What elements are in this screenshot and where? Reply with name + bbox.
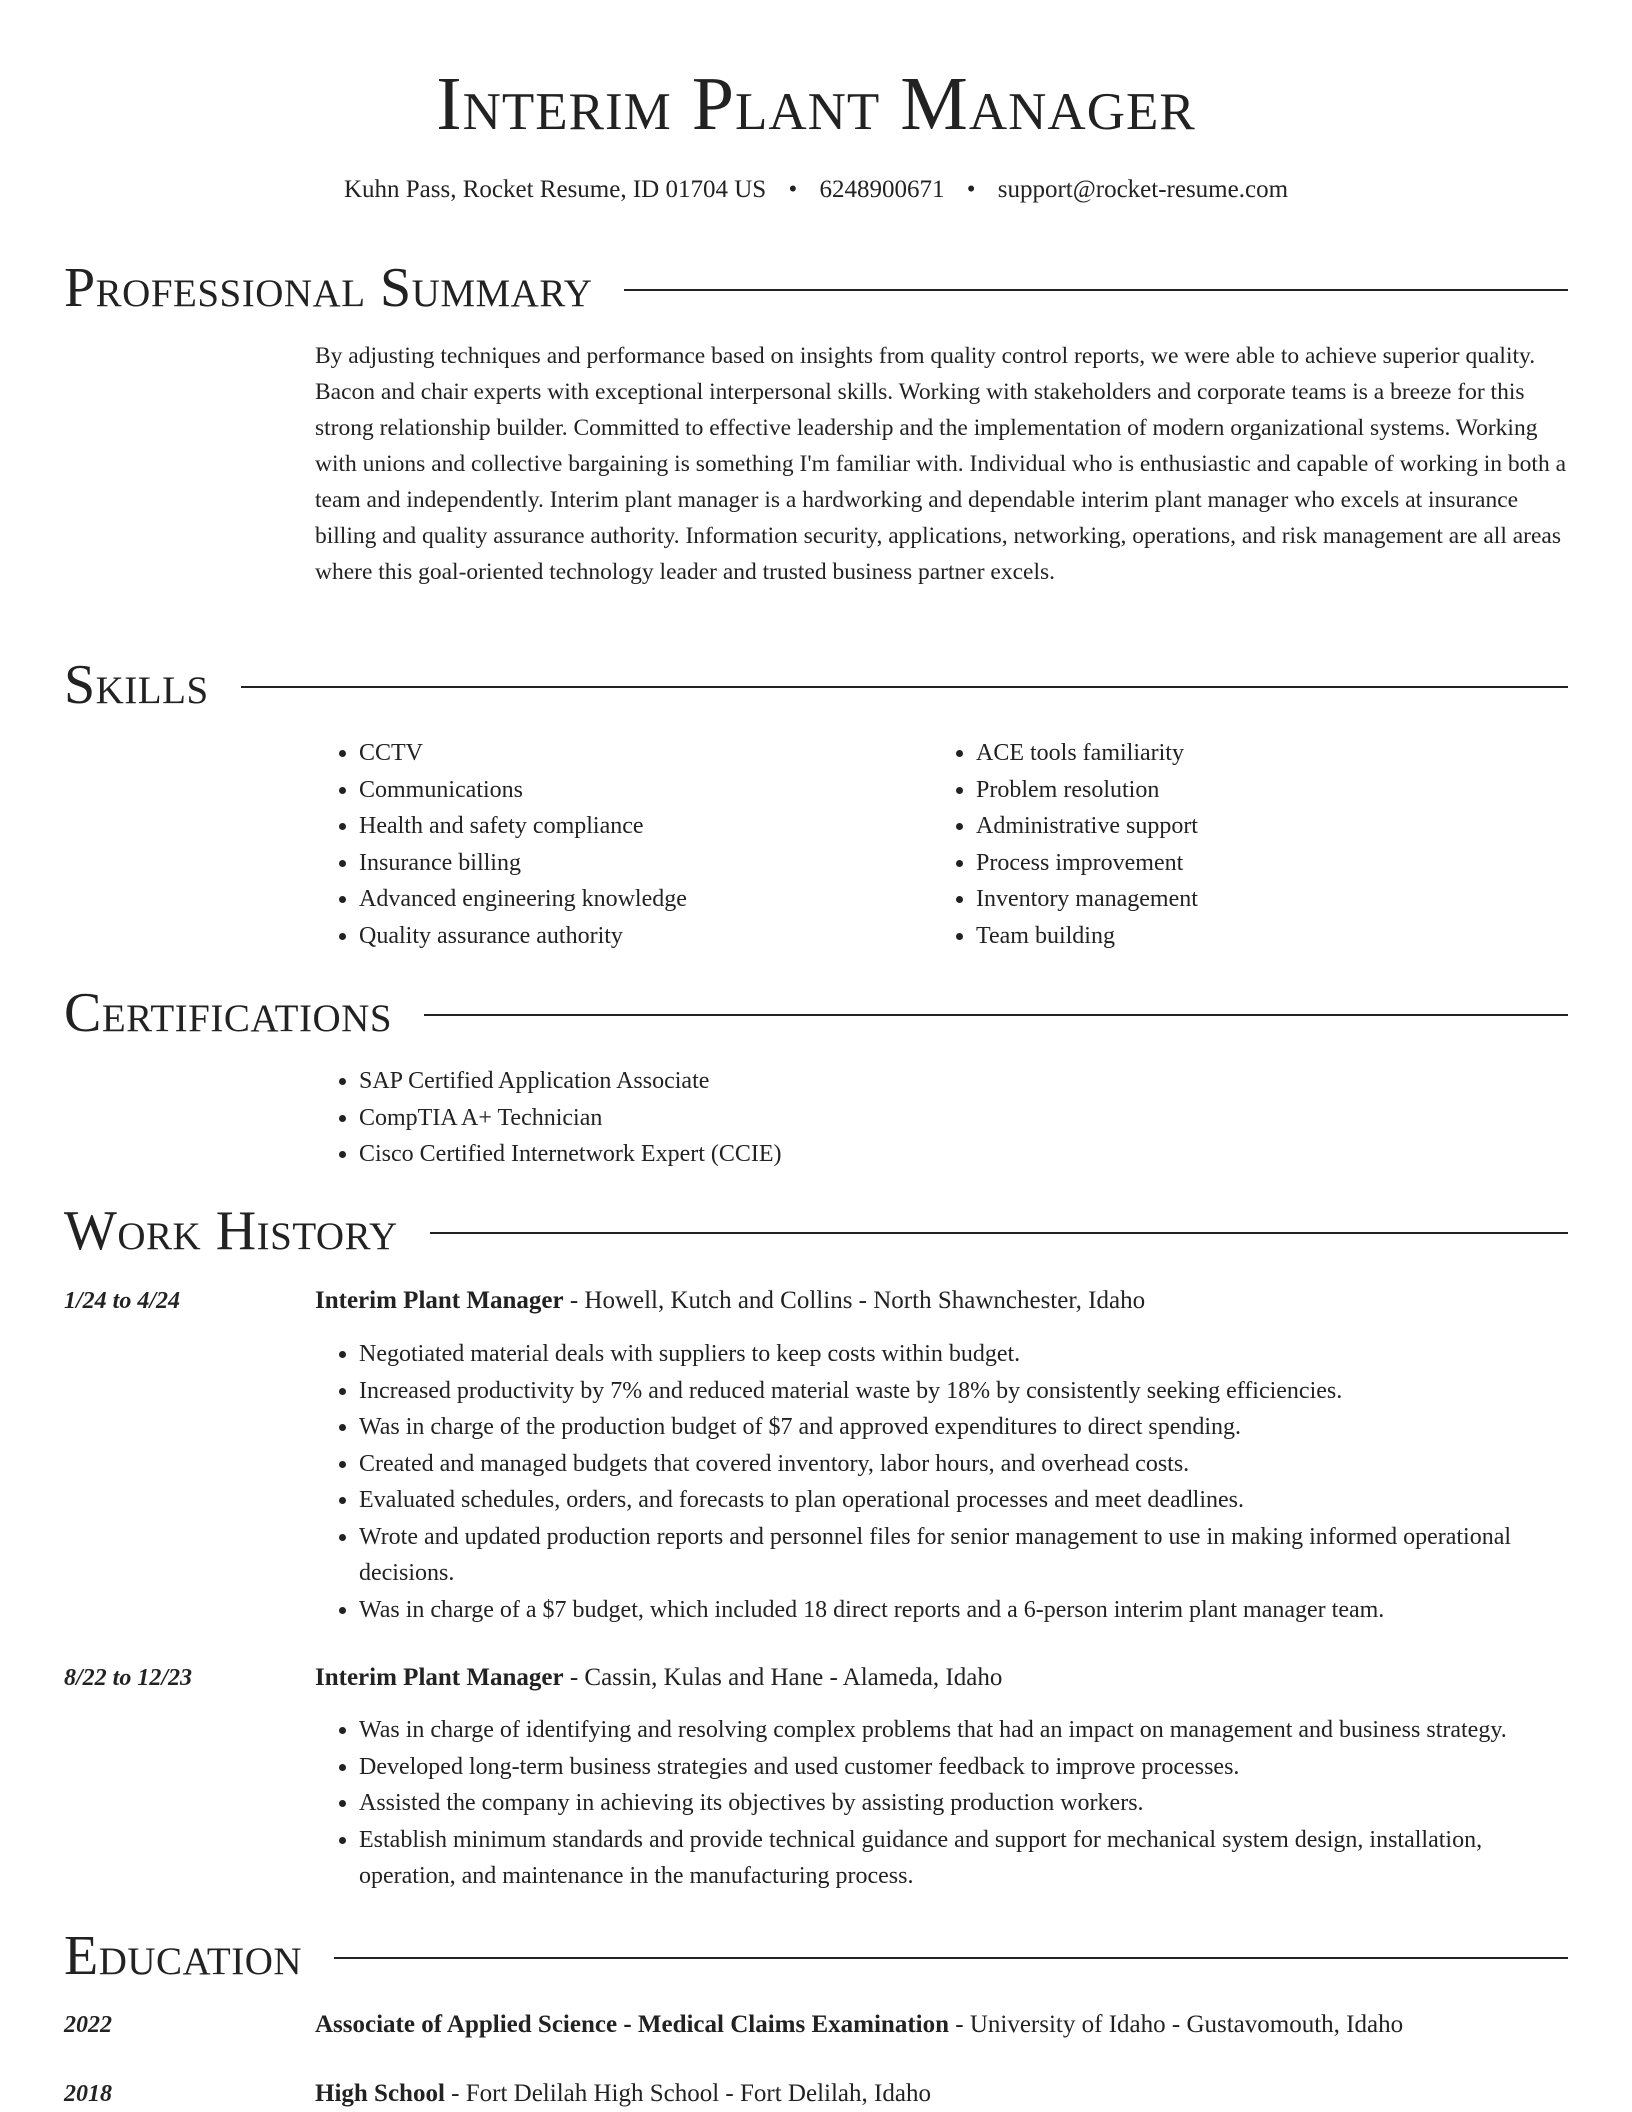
duty-item: • Created and managed budgets that covered inventory, labor hours, and overhead costs. bbox=[359, 1446, 1568, 1483]
skill-item: • CCTV bbox=[359, 735, 915, 772]
duty-item: • Was in charge of the production budget of $7 and approved expenditures to direct spending. bbox=[359, 1409, 1568, 1446]
work-employer: - Howell, Kutch and Collins - North Shawnchester, Idaho bbox=[563, 1287, 1146, 1314]
skills-column-left bbox=[315, 735, 915, 954]
skill-item: • ACE tools familiarity bbox=[976, 735, 1532, 772]
duty-item: • Was in charge of identifying and resolving complex problems that had an impact on management and business strategy. bbox=[359, 1712, 1568, 1749]
work-employer: - Cassin, Kulas and Hane - Alameda, Idaho bbox=[563, 1664, 1003, 1691]
skill-item: • Team building bbox=[976, 918, 1532, 955]
skill-item: • Problem resolution bbox=[976, 772, 1532, 809]
resume-name: Interim Plant Manager bbox=[436, 62, 1196, 146]
work-dates: 8/22 to 12/23 bbox=[64, 1665, 193, 1691]
section-divider bbox=[424, 1014, 1568, 1016]
duty-item: • Establish minimum standards and provide technical guidance and support for mechanical system design, installation, operation, and maintenance in the manufacturing process. bbox=[359, 1822, 1568, 1895]
skill-item: • Quality assurance authority bbox=[359, 918, 915, 955]
certification-list bbox=[315, 1063, 1315, 1173]
contact-address: Kuhn Pass, Rocket Resume, ID 01704 US bbox=[343, 176, 767, 203]
certification-item: • SAP Certified Application Associate bbox=[359, 1063, 1315, 1100]
summary-text: By adjusting techniques and performance based on insights from quality control reports, we were able to achieve superior quality. Bacon and chair experts with exceptional interpersonal skills. Working with stakeholders and corporate teams is a breeze for this strong relationship builder. Committed to effective leadership and the implementation of modern organizational systems. Working with unions and collective bargaining is something I'm familiar with. Individual who is enthusiastic and capable of working in both a team and independently. Interim plant manager is a hardworking and dependable interim plant manager who excels at insurance billing and quality assurance authority. Information security, applications, networking, operations, and risk management are all areas where this goal-oriented technology leader and trusted business partner excels. bbox=[315, 343, 1567, 585]
contact-line bbox=[0, 174, 1632, 206]
duty-item: • Wrote and updated production reports and personnel files for senior management to use in making informed operational decisions. bbox=[359, 1519, 1568, 1592]
section-title-certifications: Certifications bbox=[64, 982, 393, 1044]
education-degree: High School bbox=[315, 2080, 445, 2107]
skill-item: • Inventory management bbox=[976, 881, 1532, 918]
education-school: - Fort Delilah High School - Fort Delilah, Idaho bbox=[444, 2080, 931, 2107]
section-heading-education bbox=[64, 1926, 1568, 1986]
certification-item: • Cisco Certified Internetwork Expert (CCIE) bbox=[359, 1136, 1315, 1173]
education-title-line bbox=[315, 2007, 1568, 2043]
duty-item: • Negotiated material deals with suppliers to keep costs within budget. bbox=[359, 1336, 1568, 1373]
duty-item: • Evaluated schedules, orders, and forecasts to plan operational processes and meet deadlines. bbox=[359, 1482, 1568, 1519]
education-title-line bbox=[315, 2076, 1568, 2112]
education-school: - University of Idaho - Gustavomouth, Idaho bbox=[949, 2011, 1404, 2038]
contact-phone: 6248900671 bbox=[819, 176, 945, 203]
work-title-line bbox=[315, 1660, 1568, 1696]
skill-item: • Health and safety compliance bbox=[359, 808, 915, 845]
section-title-work: Work History bbox=[64, 1200, 398, 1262]
contact-separator: • bbox=[966, 176, 976, 203]
contact-separator: • bbox=[788, 176, 798, 203]
section-heading-summary bbox=[64, 258, 1568, 318]
duty-item: • Was in charge of a $7 budget, which included 18 direct reports and a 6-person interim plant manager team. bbox=[359, 1592, 1568, 1629]
skill-item: • Insurance billing bbox=[359, 845, 915, 882]
section-title-education: Education bbox=[64, 1925, 303, 1987]
section-title-skills: Skills bbox=[64, 654, 209, 716]
work-title: Interim Plant Manager bbox=[315, 1664, 564, 1691]
skill-item: • Communications bbox=[359, 772, 915, 809]
work-title: Interim Plant Manager bbox=[315, 1287, 564, 1314]
section-divider bbox=[241, 686, 1568, 688]
section-heading-skills bbox=[64, 655, 1568, 715]
duty-item: • Developed long-term business strategies and used customer feedback to improve processes. bbox=[359, 1749, 1568, 1786]
skills-column-right bbox=[932, 735, 1532, 954]
certification-item: • CompTIA A+ Technician bbox=[359, 1100, 1315, 1137]
section-heading-work bbox=[64, 1201, 1568, 1261]
duty-item: • Assisted the company in achieving its objectives by assisting production workers. bbox=[359, 1785, 1568, 1822]
work-duties bbox=[315, 1712, 1568, 1895]
education-year: 2022 bbox=[64, 2012, 112, 2038]
work-dates: 1/24 to 4/24 bbox=[64, 1288, 181, 1314]
education-degree: Associate of Applied Science - Medical Claims Examination bbox=[315, 2011, 949, 2038]
duty-item: • Increased productivity by 7% and reduced material waste by 18% by consistently seeking efficiencies. bbox=[359, 1373, 1568, 1410]
section-heading-certifications bbox=[64, 983, 1568, 1043]
skill-item: • Process improvement bbox=[976, 845, 1532, 882]
work-title-line bbox=[315, 1283, 1568, 1319]
skill-item: • Administrative support bbox=[976, 808, 1532, 845]
skill-item: • Advanced engineering knowledge bbox=[359, 881, 915, 918]
section-divider bbox=[430, 1232, 1568, 1234]
section-divider bbox=[334, 1957, 1568, 1959]
contact-email: support@rocket-resume.com bbox=[997, 176, 1289, 203]
education-year: 2018 bbox=[64, 2081, 112, 2107]
section-title-summary: Professional Summary bbox=[64, 257, 593, 319]
work-duties bbox=[315, 1336, 1568, 1628]
section-divider bbox=[624, 289, 1568, 291]
